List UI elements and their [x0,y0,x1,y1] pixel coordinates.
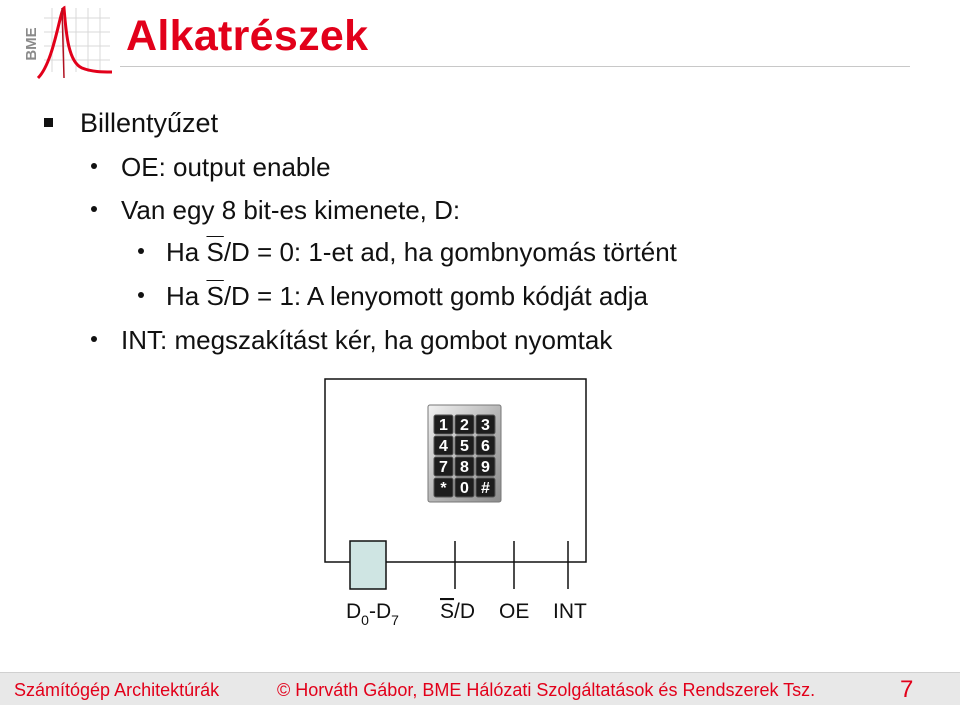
sd-pin-label [440,600,475,623]
oe-pin-label: OE [499,600,530,623]
page-number: 7 [900,676,914,703]
bme-logo-text: BME [23,27,40,61]
bullet-keyboard: Billentyűzet [80,108,219,138]
page-title: Alkatrészek [126,12,369,60]
keypad-key-label: 4 [439,438,448,455]
bullet-sd-one-prefix: Ha [166,281,207,311]
sd-pin-signal: S [440,600,455,623]
keypad-key-label: 7 [439,459,448,476]
bullet-output: Van egy 8 bit-es kimenete, D: [121,195,461,225]
keypad-key-label: 6 [481,438,490,455]
keypad-key-label: * [440,480,447,497]
keypad-key-label: 1 [439,417,448,434]
keypad-key-label: # [481,480,490,497]
bullet-oe: OE: output enable [121,152,331,182]
data-bus [350,541,386,589]
bullet-sd-zero-text: /D = 0: 1-et ad, ha gombnyomás történt [223,237,677,267]
keypad-key-label: 5 [460,438,469,455]
keypad-key-label: 2 [460,417,469,434]
bullet-int: INT: megszakítást kér, ha gombot nyomtak [121,325,613,355]
keypad-key-label: 8 [460,459,469,476]
sd-pin-rest: /D [454,600,476,623]
bullet-sd-one-text: /D = 1: A lenyomott gomb kódját adja [223,281,649,311]
data-pin-d: D [346,600,362,623]
keypad-key-label: 0 [460,480,469,497]
bullet-sd-zero-signal: $\overline{S}$ [206,237,224,267]
bullet-sd-one-signal: $\overline{S}$ [206,281,224,311]
footer-course: Számítógép Architektúrák [14,680,220,700]
keypad-key-label: 3 [481,417,490,434]
data-pin-sub7: 7 [391,612,399,628]
data-pin-sub0: 0 [361,612,369,628]
keypad-key-label: 9 [481,459,490,476]
data-pin-sep: -D [368,600,392,623]
bullet-sd-zero-prefix: Ha [166,237,207,267]
data-pin-label [346,600,399,628]
int-pin-label: INT [553,600,587,623]
footer-author: © Horváth Gábor, BME Hálózati Szolgáltatások és Rendszerek Tsz. [277,680,816,700]
